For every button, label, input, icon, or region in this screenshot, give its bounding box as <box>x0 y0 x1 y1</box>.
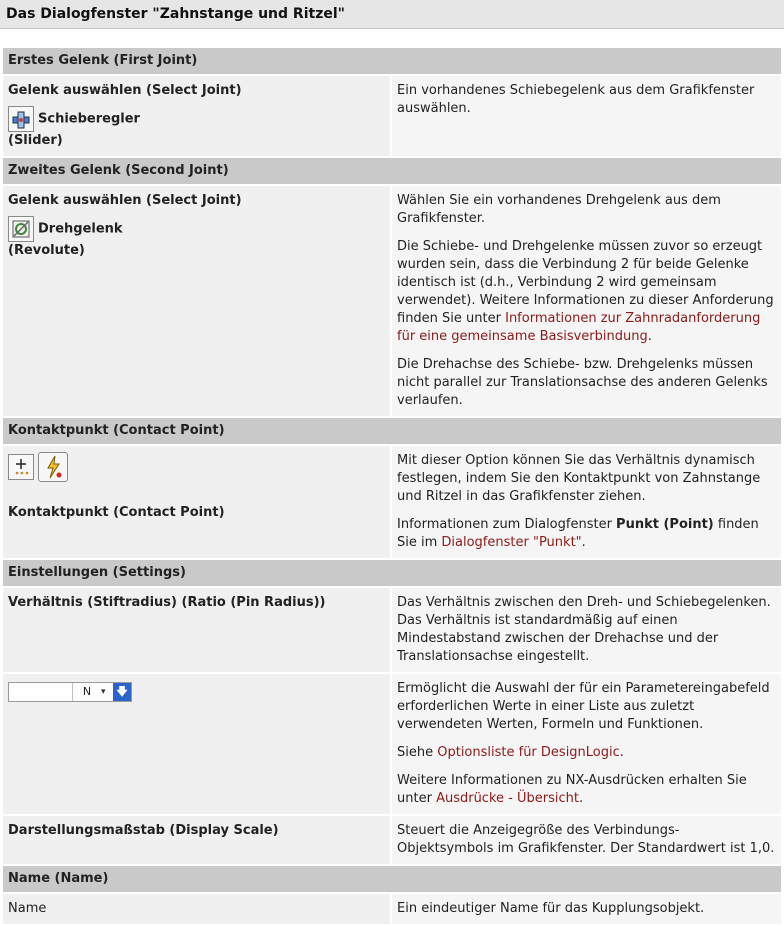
option-label: Kontaktpunkt (Contact Point) <box>8 505 225 520</box>
label-cell <box>3 446 392 558</box>
section-title: Name (Name) <box>3 866 781 892</box>
label-cell <box>3 186 392 416</box>
point-dialog-link[interactable]: Dialogfenster "Punkt" <box>441 535 582 550</box>
unit-dropdown[interactable]: N <box>82 685 92 698</box>
options-menu-icon[interactable]: 🡇 <box>113 683 131 701</box>
section-title: Erstes Gelenk (First Joint) <box>3 48 781 74</box>
table-row <box>3 186 781 416</box>
option-label: Name <box>8 901 47 916</box>
expression-input[interactable] <box>9 683 73 701</box>
label-cell <box>3 816 392 864</box>
icon-label: Drehgelenk <box>38 221 123 237</box>
description-cell <box>392 894 781 924</box>
description-cell <box>392 76 781 156</box>
description-text: Ein vorhandenes Schiebegelenk aus dem Grafikfenster auswählen. <box>397 83 755 116</box>
table-row <box>3 76 781 156</box>
designlogic-link[interactable]: Optionsliste für DesignLogic <box>437 745 620 760</box>
description-text: Die Schiebe- und Drehgelenke müssen zuvor so erzeugt wurden sein, dass die Verbindung 2 für beide Gelenke identisch ist (d.h., Verbindung 2 wird gemeinsam verwendet). Weitere Informationen zu dieser Anforderung finden Sie unter Informationen zur Zahnradanforderung für eine gemeinsame Basisverbindung. <box>397 239 774 344</box>
description-text: Siehe Optionsliste für DesignLogic. <box>397 745 624 760</box>
description-cell <box>392 186 781 416</box>
expression-combo[interactable] <box>8 682 132 702</box>
option-label: Gelenk auswählen (Select Joint) <box>8 193 242 208</box>
section-header-name <box>3 866 781 892</box>
icon-label-sub: (Slider) <box>8 133 63 148</box>
description-cell <box>392 816 781 864</box>
table-row <box>3 894 781 924</box>
inferred-point-icon[interactable] <box>38 452 68 482</box>
table-row <box>3 674 781 814</box>
description-cell <box>392 674 781 814</box>
option-label: Darstellungsmaßstab (Display Scale) <box>8 823 279 838</box>
section-header-second-joint <box>3 158 781 184</box>
description-text: Mit dieser Option können Sie das Verhältnis dynamisch festlegen, indem Sie den Kontaktpunkt von Zahnstange und Ritzel in das Grafikfenster ziehen. <box>397 453 761 504</box>
icon-label: Schieberegler <box>38 111 140 127</box>
table-row <box>3 816 781 864</box>
page-title: Das Dialogfenster "Zahnstange und Ritzel" <box>0 0 784 29</box>
description-cell <box>392 588 781 672</box>
chevron-down-icon[interactable]: ▾ <box>101 687 106 697</box>
gear-requirement-link[interactable]: Informationen zur Zahnradanforderung für eine gemeinsame Basisverbindung <box>397 311 761 344</box>
description-text: Steuert die Anzeigegröße des Verbindungs-Objektsymbols im Grafikfenster. Der Standardwert ist 1,0. <box>397 823 775 856</box>
section-title: Kontaktpunkt (Contact Point) <box>3 418 781 444</box>
description-text: Das Verhältnis zwischen den Dreh- und Schiebegelenken. Das Verhältnis ist standardmäßig auf einen Mindestabstand zwischen der Drehachse und der Translationsachse eingestellt. <box>397 595 771 664</box>
description-text: Die Drehachse des Schiebe- bzw. Drehgelenks müssen nicht parallel zur Translationsachse des anderen Gelenks verlaufen. <box>397 357 768 408</box>
icon-label-sub: (Revolute) <box>8 243 85 258</box>
section-header-settings <box>3 560 781 586</box>
label-cell <box>3 76 392 156</box>
slider-joint-icon[interactable] <box>8 106 34 132</box>
description-text: Ein eindeutiger Name für das Kupplungsobjekt. <box>397 901 705 916</box>
label-cell <box>3 894 392 924</box>
description-text: Ermöglicht die Auswahl der für ein Parametereingabefeld erforderlichen Werte in einer Liste aus zuletzt verwendeten Werten, Formeln und Funktionen. <box>397 681 770 732</box>
section-header-first-joint <box>3 48 781 74</box>
label-cell <box>3 674 392 814</box>
section-title: Zweites Gelenk (Second Joint) <box>3 158 781 184</box>
section-header-contact-point <box>3 418 781 444</box>
expressions-overview-link[interactable]: Ausdrücke - Übersicht <box>436 791 579 806</box>
option-label: Gelenk auswählen (Select Joint) <box>8 83 242 98</box>
option-label: Verhältnis (Stiftradius) (Ratio (Pin Radius)) <box>8 595 326 610</box>
section-title: Einstellungen (Settings) <box>3 560 781 586</box>
description-text: Weitere Informationen zu NX-Ausdrücken erhalten Sie unter Ausdrücke - Übersicht. <box>397 773 747 806</box>
label-cell <box>3 588 392 672</box>
table-row <box>3 588 781 672</box>
description-text: Wählen Sie ein vorhandenes Drehgelenk aus dem Grafikfenster. <box>397 193 721 226</box>
point-dialog-icon[interactable] <box>8 454 34 480</box>
table-row <box>3 446 781 558</box>
options-table <box>3 46 781 926</box>
revolute-joint-icon[interactable] <box>8 216 34 242</box>
description-cell <box>392 446 781 558</box>
description-text: Informationen zum Dialogfenster Punkt (Point) finden Sie im Dialogfenster "Punkt". <box>397 517 759 550</box>
